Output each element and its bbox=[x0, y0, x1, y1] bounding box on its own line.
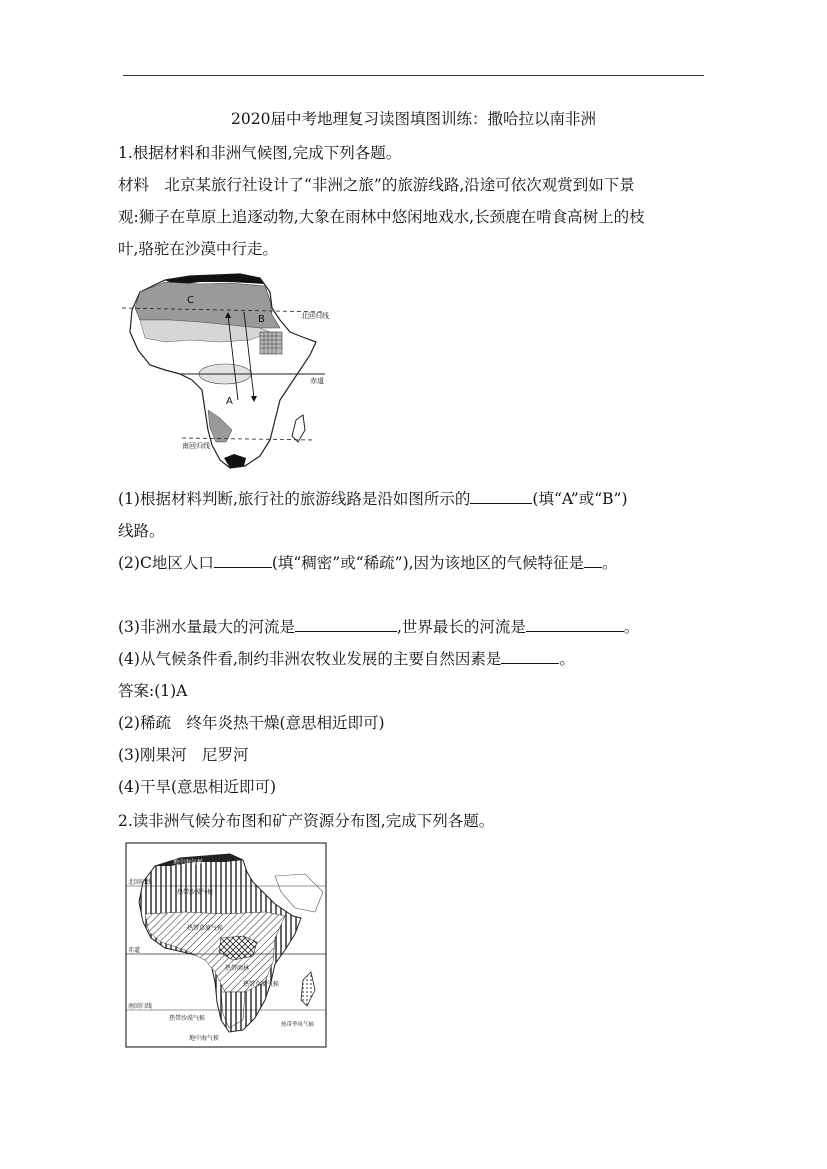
label-desert-south: 热带沙漠气候 bbox=[169, 1015, 206, 1022]
madagascar bbox=[292, 415, 305, 442]
q1-stem: 1.根据材料和非洲气候图,完成下列各题。 bbox=[118, 144, 402, 162]
q1-sub1: (1)根据材料判断,旅行社的旅游线路是沿如图所示的 (填“A”或“B”) bbox=[118, 490, 628, 508]
q1-material-line1: 材料 北京某旅行社设计了“非洲之旅”的旅游线路,沿途可依次观赏到如下景 bbox=[118, 176, 635, 194]
label-savanna-north: 热带草原气候 bbox=[187, 925, 224, 932]
q1-material-line3: 叶,骆驼在沙漠中行走。 bbox=[118, 240, 278, 258]
africa-climate-map bbox=[125, 842, 327, 1048]
q2-stem: 2.读非洲气候分布图和矿产资源分布图,完成下列各题。 bbox=[118, 812, 495, 830]
highland-patch bbox=[260, 332, 282, 354]
blank-6[interactable] bbox=[501, 649, 559, 664]
africa-route-map bbox=[120, 270, 330, 475]
answer-4: (4)干旱(意思相近即可) bbox=[118, 778, 277, 796]
label-rainforest: 热带雨林 bbox=[225, 965, 250, 972]
label-tropic-south-2: 南回归线 bbox=[128, 1003, 153, 1010]
label-tropic-north: 北回归线 bbox=[301, 312, 329, 320]
page-title: 2020届中考地理复习读图填图训练：撒哈拉以南非洲 bbox=[231, 110, 596, 128]
q1-material-line2: 观:狮子在草原上追逐动物,大象在雨林中悠闲地戏水,长颈鹿在啃食高树上的枝 bbox=[118, 208, 645, 226]
q1-sub2: (2)C地区人口 (填“稠密”或“稀疏”),因为该地区的气候特征是 。 bbox=[118, 554, 618, 572]
label-madagascar-climate: 热带季风气候 bbox=[281, 1022, 315, 1028]
q1-sub3: (3)非洲水量最大的河流是 ,世界最长的河流是 。 bbox=[118, 618, 640, 636]
label-tropic-south: 南回归线 bbox=[182, 442, 210, 450]
label-mediterranean-bottom: 地中海气候 bbox=[189, 1035, 220, 1042]
label-savanna-south: 热带草原气候 bbox=[243, 981, 280, 988]
answer-1: 答案:(1)A bbox=[118, 682, 188, 700]
label-b: B bbox=[258, 314, 265, 325]
answer-2: (2)稀疏 终年炎热干燥(意思相近即可) bbox=[118, 714, 385, 732]
label-mediterranean-top: 地中海气候 bbox=[173, 859, 204, 866]
blank-1[interactable] bbox=[470, 489, 532, 504]
blank-5[interactable] bbox=[526, 617, 624, 632]
answer-3: (3)刚果河 尼罗河 bbox=[118, 746, 249, 764]
blank-3[interactable] bbox=[584, 553, 602, 568]
label-desert-north: 热带沙漠气候 bbox=[177, 889, 214, 896]
label-tropic-north-2: 北回归线 bbox=[128, 879, 153, 886]
label-equator-2: 赤道 bbox=[128, 947, 141, 954]
label-c: C bbox=[187, 295, 194, 306]
label-equator: 赤道 bbox=[310, 377, 324, 385]
blank-2[interactable] bbox=[214, 553, 272, 568]
label-a: A bbox=[226, 396, 233, 407]
blank-4[interactable] bbox=[295, 617, 397, 632]
q1-sub4: (4)从气候条件看,制约非洲农牧业发展的主要自然因素是 。 bbox=[118, 650, 575, 668]
q1-sub1-cont: 线路。 bbox=[118, 522, 165, 540]
header-rule bbox=[123, 75, 704, 76]
